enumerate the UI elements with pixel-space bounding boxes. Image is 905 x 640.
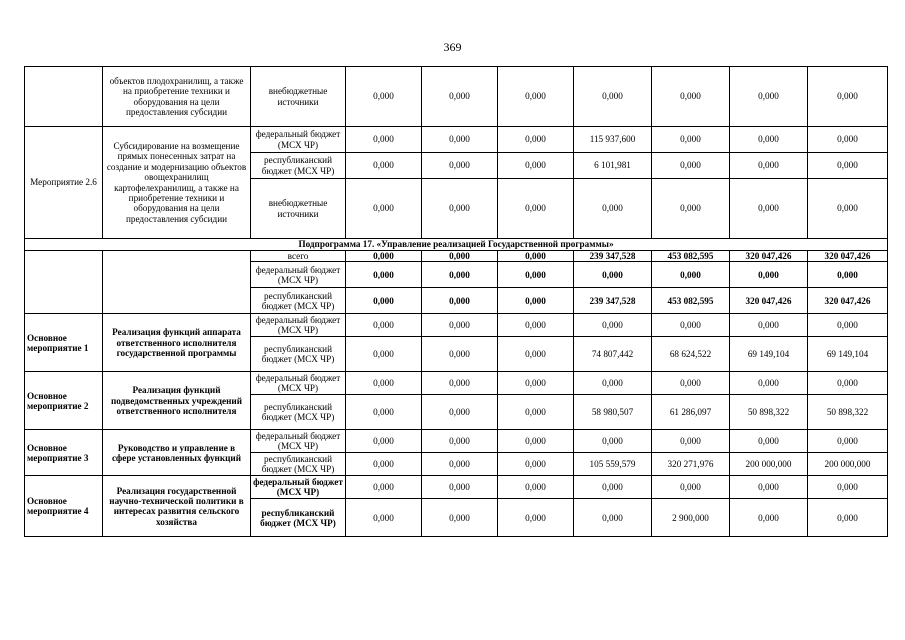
value-cell: 0,000 <box>498 337 574 372</box>
value-cell: 0,000 <box>574 499 652 537</box>
value-cell: 200 000,000 <box>730 453 808 476</box>
value-cell: 320 047,426 <box>808 288 888 314</box>
value-cell: 0,000 <box>652 314 730 337</box>
funding-source: внебюджетные источники <box>251 179 346 239</box>
value-cell: 61 286,097 <box>652 395 730 430</box>
funding-source: федеральный бюджет (МСХ ЧР) <box>251 372 346 395</box>
activity-description <box>103 251 251 314</box>
value-cell: 0,000 <box>422 476 498 499</box>
value-cell: 0,000 <box>730 153 808 179</box>
value-cell: 320 047,426 <box>730 251 808 262</box>
table-row <box>25 430 888 453</box>
activity-description: объектов плодохранилищ, а также на приобретение техники и оборудования на цели предоставления субсидии <box>103 67 251 127</box>
value-cell: 2 900,000 <box>652 499 730 537</box>
value-cell: 69 149,104 <box>808 337 888 372</box>
value-cell: 0,000 <box>498 251 574 262</box>
value-cell: 0,000 <box>498 314 574 337</box>
value-cell: 0,000 <box>652 153 730 179</box>
value-cell: 0,000 <box>346 67 422 127</box>
value-cell: 0,000 <box>346 499 422 537</box>
value-cell: 0,000 <box>574 314 652 337</box>
value-cell: 0,000 <box>498 153 574 179</box>
funding-source: федеральный бюджет (МСХ ЧР) <box>251 127 346 153</box>
value-cell: 0,000 <box>574 67 652 127</box>
value-cell: 0,000 <box>730 262 808 288</box>
activity-description: Руководство и управление в сфере установленных функций <box>103 430 251 476</box>
value-cell: 0,000 <box>346 372 422 395</box>
table-row <box>25 127 888 153</box>
value-cell: 0,000 <box>808 476 888 499</box>
activity-description: Субсидирование на возмещение прямых понесенных затрат на создание и модернизацию объектов овощехранилищ картофелехранилищ, а также на приобретение техники и оборудования на цели предоставления субсидии <box>103 127 251 239</box>
page-number: 369 <box>443 40 462 54</box>
value-cell: 0,000 <box>574 179 652 239</box>
activity-name: Основное мероприятие 4 <box>25 476 103 537</box>
value-cell: 0,000 <box>808 314 888 337</box>
value-cell: 0,000 <box>422 127 498 153</box>
value-cell: 58 980,507 <box>574 395 652 430</box>
value-cell: 0,000 <box>346 153 422 179</box>
value-cell: 0,000 <box>808 127 888 153</box>
activity-name <box>25 251 103 314</box>
activity-name: Основное мероприятие 3 <box>25 430 103 476</box>
value-cell: 0,000 <box>730 127 808 153</box>
value-cell: 0,000 <box>498 67 574 127</box>
value-cell: 0,000 <box>652 262 730 288</box>
value-cell: 115 937,600 <box>574 127 652 153</box>
value-cell: 0,000 <box>652 372 730 395</box>
value-cell: 0,000 <box>422 499 498 537</box>
value-cell: 0,000 <box>652 127 730 153</box>
value-cell: 200 000,000 <box>808 453 888 476</box>
table-row <box>25 251 888 262</box>
funding-source: республиканский бюджет (МСХ ЧР) <box>251 499 346 537</box>
value-cell: 0,000 <box>346 430 422 453</box>
activity-name: Основное мероприятие 1 <box>25 314 103 372</box>
value-cell: 0,000 <box>808 179 888 239</box>
funding-source: федеральный бюджет (МСХ ЧР) <box>251 262 346 288</box>
activity-description: Реализация государственной научно-технической политики в интересах развития сельского хозяйства <box>103 476 251 537</box>
funding-source: федеральный бюджет (МСХ ЧР) <box>251 430 346 453</box>
funding-source: федеральный бюджет (МСХ ЧР) <box>251 314 346 337</box>
value-cell: 0,000 <box>422 251 498 262</box>
value-cell: 69 149,104 <box>730 337 808 372</box>
funding-source: республиканский бюджет (МСХ ЧР) <box>251 453 346 476</box>
value-cell: 0,000 <box>422 314 498 337</box>
value-cell: 0,000 <box>730 179 808 239</box>
funding-source: республиканский бюджет (МСХ ЧР) <box>251 395 346 430</box>
budget-table <box>24 66 888 537</box>
value-cell: 0,000 <box>730 314 808 337</box>
value-cell: 0,000 <box>346 262 422 288</box>
value-cell: 0,000 <box>808 262 888 288</box>
value-cell: 0,000 <box>498 372 574 395</box>
value-cell: 0,000 <box>730 67 808 127</box>
funding-source: внебюджетные источники <box>251 67 346 127</box>
value-cell: 0,000 <box>498 127 574 153</box>
value-cell: 0,000 <box>808 67 888 127</box>
table-row <box>25 372 888 395</box>
funding-source: федеральный бюджет (МСХ ЧР) <box>251 476 346 499</box>
value-cell: 0,000 <box>498 395 574 430</box>
value-cell: 0,000 <box>498 430 574 453</box>
value-cell: 0,000 <box>730 499 808 537</box>
value-cell: 320 047,426 <box>808 251 888 262</box>
value-cell: 68 624,522 <box>652 337 730 372</box>
value-cell: 0,000 <box>346 314 422 337</box>
value-cell: 0,000 <box>498 288 574 314</box>
value-cell: 0,000 <box>422 453 498 476</box>
value-cell: 0,000 <box>422 372 498 395</box>
activity-description: Реализация функций аппарата ответственного исполнителя государственной программы <box>103 314 251 372</box>
value-cell: 0,000 <box>574 262 652 288</box>
value-cell: 239 347,528 <box>574 288 652 314</box>
value-cell: 0,000 <box>498 476 574 499</box>
value-cell: 453 082,595 <box>652 251 730 262</box>
funding-source: республиканский бюджет (МСХ ЧР) <box>251 337 346 372</box>
value-cell: 0,000 <box>574 476 652 499</box>
activity-name <box>25 67 103 127</box>
value-cell: 0,000 <box>346 179 422 239</box>
value-cell: 0,000 <box>346 288 422 314</box>
funding-source: республиканский бюджет (МСХ ЧР) <box>251 153 346 179</box>
value-cell: 74 807,442 <box>574 337 652 372</box>
value-cell: 50 898,322 <box>808 395 888 430</box>
value-cell: 0,000 <box>346 337 422 372</box>
activity-name: Основное мероприятие 2 <box>25 372 103 430</box>
value-cell: 320 047,426 <box>730 288 808 314</box>
value-cell: 0,000 <box>652 430 730 453</box>
subprogram-title: Подпрограмма 17. «Управление реализацией Государственной программы» <box>25 239 888 251</box>
funding-source: всего <box>251 251 346 262</box>
table-row <box>25 476 888 499</box>
value-cell: 105 559,579 <box>574 453 652 476</box>
funding-source: республиканский бюджет (МСХ ЧР) <box>251 288 346 314</box>
value-cell: 0,000 <box>808 499 888 537</box>
value-cell: 239 347,528 <box>574 251 652 262</box>
value-cell: 0,000 <box>730 476 808 499</box>
value-cell: 0,000 <box>498 499 574 537</box>
value-cell: 0,000 <box>652 476 730 499</box>
table-row <box>25 314 888 337</box>
value-cell: 50 898,322 <box>730 395 808 430</box>
value-cell: 6 101,981 <box>574 153 652 179</box>
value-cell: 0,000 <box>808 372 888 395</box>
value-cell: 0,000 <box>346 395 422 430</box>
value-cell: 0,000 <box>346 251 422 262</box>
value-cell: 0,000 <box>422 67 498 127</box>
value-cell: 0,000 <box>808 153 888 179</box>
value-cell: 0,000 <box>346 127 422 153</box>
value-cell: 0,000 <box>346 476 422 499</box>
value-cell: 0,000 <box>422 337 498 372</box>
value-cell: 0,000 <box>422 153 498 179</box>
value-cell: 0,000 <box>422 395 498 430</box>
value-cell: 0,000 <box>730 430 808 453</box>
table-row <box>25 67 888 127</box>
value-cell: 0,000 <box>498 179 574 239</box>
value-cell: 0,000 <box>652 179 730 239</box>
value-cell: 0,000 <box>652 67 730 127</box>
value-cell: 0,000 <box>422 179 498 239</box>
value-cell: 0,000 <box>498 453 574 476</box>
value-cell: 0,000 <box>422 262 498 288</box>
value-cell: 0,000 <box>498 262 574 288</box>
value-cell: 0,000 <box>422 430 498 453</box>
value-cell: 0,000 <box>574 372 652 395</box>
value-cell: 0,000 <box>574 430 652 453</box>
value-cell: 320 271,976 <box>652 453 730 476</box>
value-cell: 0,000 <box>422 288 498 314</box>
value-cell: 0,000 <box>346 453 422 476</box>
table-row <box>25 239 888 251</box>
value-cell: 453 082,595 <box>652 288 730 314</box>
value-cell: 0,000 <box>808 430 888 453</box>
activity-description: Реализация функций подведомственных учреждений ответственного исполнителя <box>103 372 251 430</box>
activity-name: Мероприятие 2.6 <box>25 127 103 239</box>
value-cell: 0,000 <box>730 372 808 395</box>
